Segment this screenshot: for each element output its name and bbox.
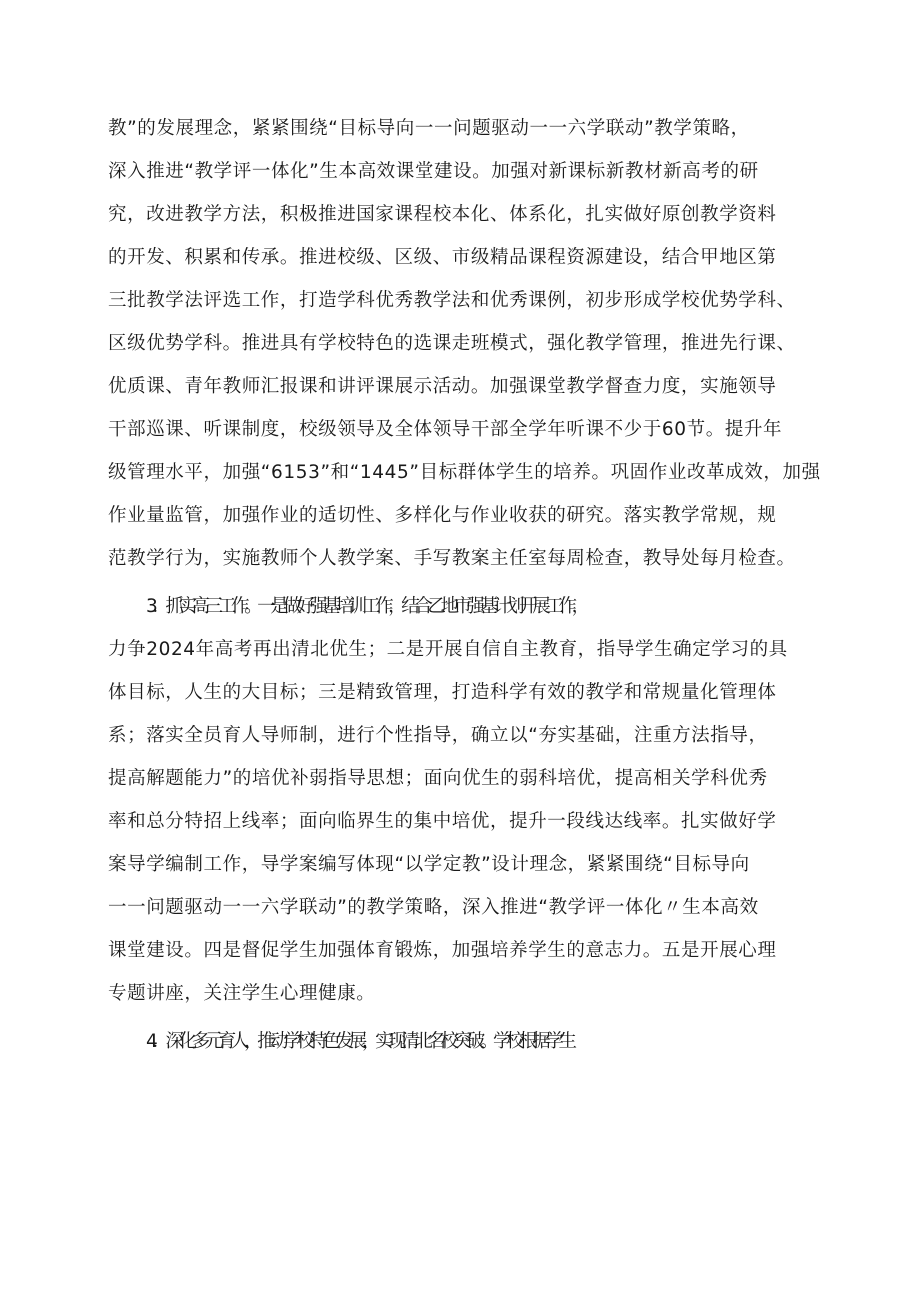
text-line: 体目标，人生的大目标；三是精致管理，打造科学有效的教学和常规量化管理体 — [108, 682, 777, 703]
section-3-heading-line: 3．抓实高三工作。一是做好强基培训工作，结合乙地市强基计划开展工作， — [146, 596, 585, 617]
section-4-heading-line: 4．深化多元育人，推动学校特色发展，实现清北名校突破。学校根据学生 — [146, 1031, 572, 1052]
text-line: 教”的发展理念，紧紧围绕“目标导向一一问题驱动一一六学联动”教学策略， — [108, 118, 750, 139]
text-line: 案导学编制工作，导学案编写体现“以学定教”设计理念，紧紧围绕“目标导向 — [108, 854, 750, 875]
text-line: 干部巡课、听课制度，校级领导及全体领导干部全学年听课不少于60节。提升年 — [108, 419, 783, 440]
text-line: 级管理水平，加强“6153”和“1445”目标群体学生的培养。巩固作业改革成效，加强 — [108, 462, 821, 483]
text-line: 力争2024年高考再出清北优生；二是开展自信自主教育，指导学生确定学习的具 — [108, 639, 788, 660]
text-line: 一一问题驱动一一六学联动”的教学策略，深入推进“教学评一体化〃生本高效 — [108, 897, 759, 918]
text-line: 的开发、积累和传承。推进校级、区级、市级精品课程资源建设，结合甲地区第 — [108, 247, 777, 268]
text-line: 率和总分特招上线率；面向临界生的集中培优，提升一段线达线率。扎实做好学 — [108, 811, 777, 832]
text-line: 课堂建设。四是督促学生加强体育锻炼，加强培养学生的意志力。五是开展心理 — [108, 940, 777, 961]
text-line: 区级优势学科。推进具有学校特色的选课走班模式，强化教学管理，推进先行课、 — [108, 333, 796, 354]
text-line: 优质课、青年教师汇报课和讲评课展示活动。加强课堂教学督查力度，实施领导 — [108, 376, 777, 397]
text-line: 范教学行为，实施教师个人教学案、手写教案主任室每周检查，教导处每月检查。 — [108, 548, 796, 569]
text-line: 深入推进“教学评一体化”生本高效课堂建设。加强对新课标新教材新高考的研 — [108, 161, 759, 182]
text-line: 作业量监管，加强作业的适切性、多样化与作业收获的研究。落实教学常规，规 — [108, 505, 777, 526]
text-line: 三批教学法评选工作，打造学科优秀教学法和优秀课例，初步形成学校优势学科、 — [108, 290, 796, 311]
text-line: 究，改进教学方法，积极推进国家课程校本化、体系化，扎实做好原创教学资料 — [108, 204, 777, 225]
text-line: 系；落实全员育人导师制，进行个性指导，确立以“夯实基础，注重方法指导， — [108, 725, 768, 746]
text-line: 专题讲座，关注学生心理健康。 — [108, 983, 376, 1004]
text-line: 提高解题能力”的培优补弱指导思想；面向优生的弱科培优，提高相关学科优秀 — [108, 768, 768, 789]
